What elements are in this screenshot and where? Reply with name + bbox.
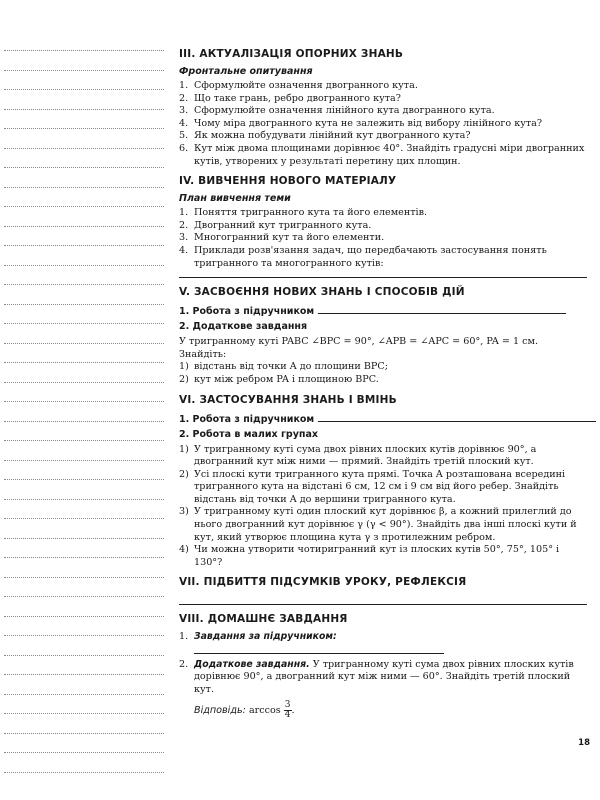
group-tasks-list: [179, 444, 587, 570]
list-item: 3. Сформулюйте означення лінійного кута двогранного кута.: [179, 105, 495, 117]
list-item: 4. Приклади розв'язання задач, що передбачають застосування понять тригранного та многогранного кутів:: [179, 244, 547, 269]
subheading-study-plan: План вивчення теми: [179, 193, 291, 205]
list-item: 2. Що таке грань, ребро двогранного кута?: [179, 92, 401, 104]
study-plan-list: [179, 207, 587, 270]
note-line[interactable]: [4, 70, 164, 71]
note-line[interactable]: [4, 167, 164, 168]
survey-questions-list: [179, 80, 587, 168]
homework-answer: Відповідь: arccos $\frac{3}{4}$ .: [194, 700, 295, 721]
note-line[interactable]: [4, 401, 164, 402]
page-number: 18: [578, 738, 590, 748]
note-line[interactable]: [4, 421, 164, 422]
note-line[interactable]: [4, 343, 164, 344]
list-item: 1) відстань від точки A до площини BPC;: [179, 361, 388, 373]
note-line[interactable]: [4, 772, 164, 773]
list-item: 1. Завдання за підручником:: [179, 631, 587, 658]
note-line[interactable]: [4, 674, 164, 675]
note-line[interactable]: [4, 713, 164, 714]
note-line[interactable]: [4, 226, 164, 227]
note-line[interactable]: [4, 206, 164, 207]
list-item: 2) кут між ребром PA і площиною BPC.: [179, 373, 379, 385]
section-heading-summary: VII. ПІДБИТТЯ ПІДСУМКІВ УРОКУ, РЕФЛЕКСІЯ: [179, 576, 467, 589]
list-item: 5. Як можна побудувати лінійний кут двогранного кута?: [179, 130, 471, 142]
note-line[interactable]: [4, 538, 164, 539]
section-heading-homework: VIII. ДОМАШНЄ ЗАВДАННЯ: [179, 613, 348, 626]
group-work-heading: 2. Робота в малих групах: [179, 428, 319, 440]
lesson-content: [179, 48, 587, 720]
list-item: 4. Чому міра двогранного кута не залежить від вибору лінійного кута?: [179, 117, 543, 129]
list-item: 1. Сформулюйте означення двогранного кута.: [179, 80, 418, 91]
note-line[interactable]: [4, 460, 164, 461]
note-line[interactable]: [4, 655, 164, 656]
list-item: 1. Поняття тригранного кута та його елементів.: [179, 207, 428, 219]
note-line[interactable]: [4, 265, 164, 266]
note-line[interactable]: [4, 616, 164, 617]
note-line[interactable]: [4, 50, 164, 51]
answer-line[interactable]: [194, 644, 444, 654]
extra-task-heading: 2. Додаткове завдання: [179, 321, 308, 333]
list-item: 4) Чи можна утворити чотиригранний кут із плоских кутів 50°, 75°, 105° і 130°?: [179, 544, 560, 568]
list-item: 6. Кут між двома площинами дорівнює 40°. Знайдіть градусні міри двогранних кутів, утворених у результаті перетину цих площин.: [179, 142, 585, 167]
task-statement: У тригранному куті PABC ∠BPC = 90°, ∠APB = ∠APC = 60°, PA = 1 см. Знайдіть:: [179, 336, 539, 360]
list-item: 3) У тригранному куті один плоский кут дорівнює β, а кожний прилеглий до нього двогранний кут дорівнює γ (γ < 90°). Знайдіть два інші плоскі кути й кут, який утворює площина кута γ з протилежним ребром.: [179, 506, 577, 543]
note-line[interactable]: [4, 304, 164, 305]
note-line[interactable]: [4, 596, 164, 597]
note-line[interactable]: [4, 577, 164, 578]
note-line[interactable]: [4, 635, 164, 636]
note-line[interactable]: [4, 284, 164, 285]
list-item: 2. Додаткове завдання. У тригранному куті сума двох рівних плоских кутів дорівнює 90°, а двогранний кут між ними — 60°. Знайдіть третій плоский кут.: [179, 658, 574, 695]
answer-fraction: $\frac{3}{4}$: [284, 700, 291, 721]
task-questions-list: [179, 361, 587, 386]
note-line[interactable]: [4, 752, 164, 753]
note-line[interactable]: [4, 109, 164, 110]
answer-line[interactable]: [318, 304, 566, 314]
note-line[interactable]: [4, 323, 164, 324]
note-line[interactable]: [4, 128, 164, 129]
note-line[interactable]: [4, 148, 164, 149]
note-line[interactable]: [4, 518, 164, 519]
answer-line[interactable]: [318, 412, 596, 422]
answer-line[interactable]: [179, 604, 587, 605]
section-heading-actualization: ІІІ. АКТУАЛІЗАЦІЯ ОПОРНИХ ЗНАНЬ: [179, 48, 404, 60]
note-line[interactable]: [4, 245, 164, 246]
section-heading-application: VI. ЗАСТОСУВАННЯ ЗНАНЬ І ВМІНЬ: [179, 393, 397, 406]
answer-line[interactable]: [179, 277, 587, 278]
note-line[interactable]: [4, 440, 164, 441]
textbook-work-row: 1. Робота з підручником: [179, 304, 587, 317]
note-line[interactable]: [4, 499, 164, 500]
note-line[interactable]: [4, 479, 164, 480]
notes-margin: [0, 50, 168, 800]
homework-list: [179, 631, 587, 696]
note-line[interactable]: [4, 733, 164, 734]
list-item: 1) У тригранному куті сума двох рівних плоских кутів дорівнює 90°, а двогранний кут між ними — прямий. Знайдіть третій плоский кут.: [179, 443, 537, 468]
note-line[interactable]: [4, 89, 164, 90]
note-line[interactable]: [4, 362, 164, 363]
section-heading-new-material: IV. ВИВЧЕННЯ НОВОГО МАТЕРІАЛУ: [179, 175, 397, 188]
list-item: 2) Усі плоскі кути тригранного кута прямі. Точка A розташована всередині тригранного кута на відстані 6 см, 12 см і 9 см від його ребер. Знайдіть відстань від точки A до вершини тригранного кута.: [179, 468, 566, 505]
list-item: 3. Многогранний кут та його елементи.: [179, 232, 385, 244]
note-line[interactable]: [4, 557, 164, 558]
list-item: 2. Двогранний кут тригранного кута.: [179, 219, 372, 231]
note-line[interactable]: [4, 694, 164, 695]
subheading-frontal-survey: Фронтальне опитування: [179, 66, 313, 77]
note-line[interactable]: [4, 187, 164, 188]
textbook-work-row: 1. Робота з підручником: [179, 412, 587, 425]
note-line[interactable]: [4, 382, 164, 383]
section-heading-new-knowledge: V. ЗАСВОЄННЯ НОВИХ ЗНАНЬ І СПОСОБІВ ДІЙ: [179, 286, 465, 299]
